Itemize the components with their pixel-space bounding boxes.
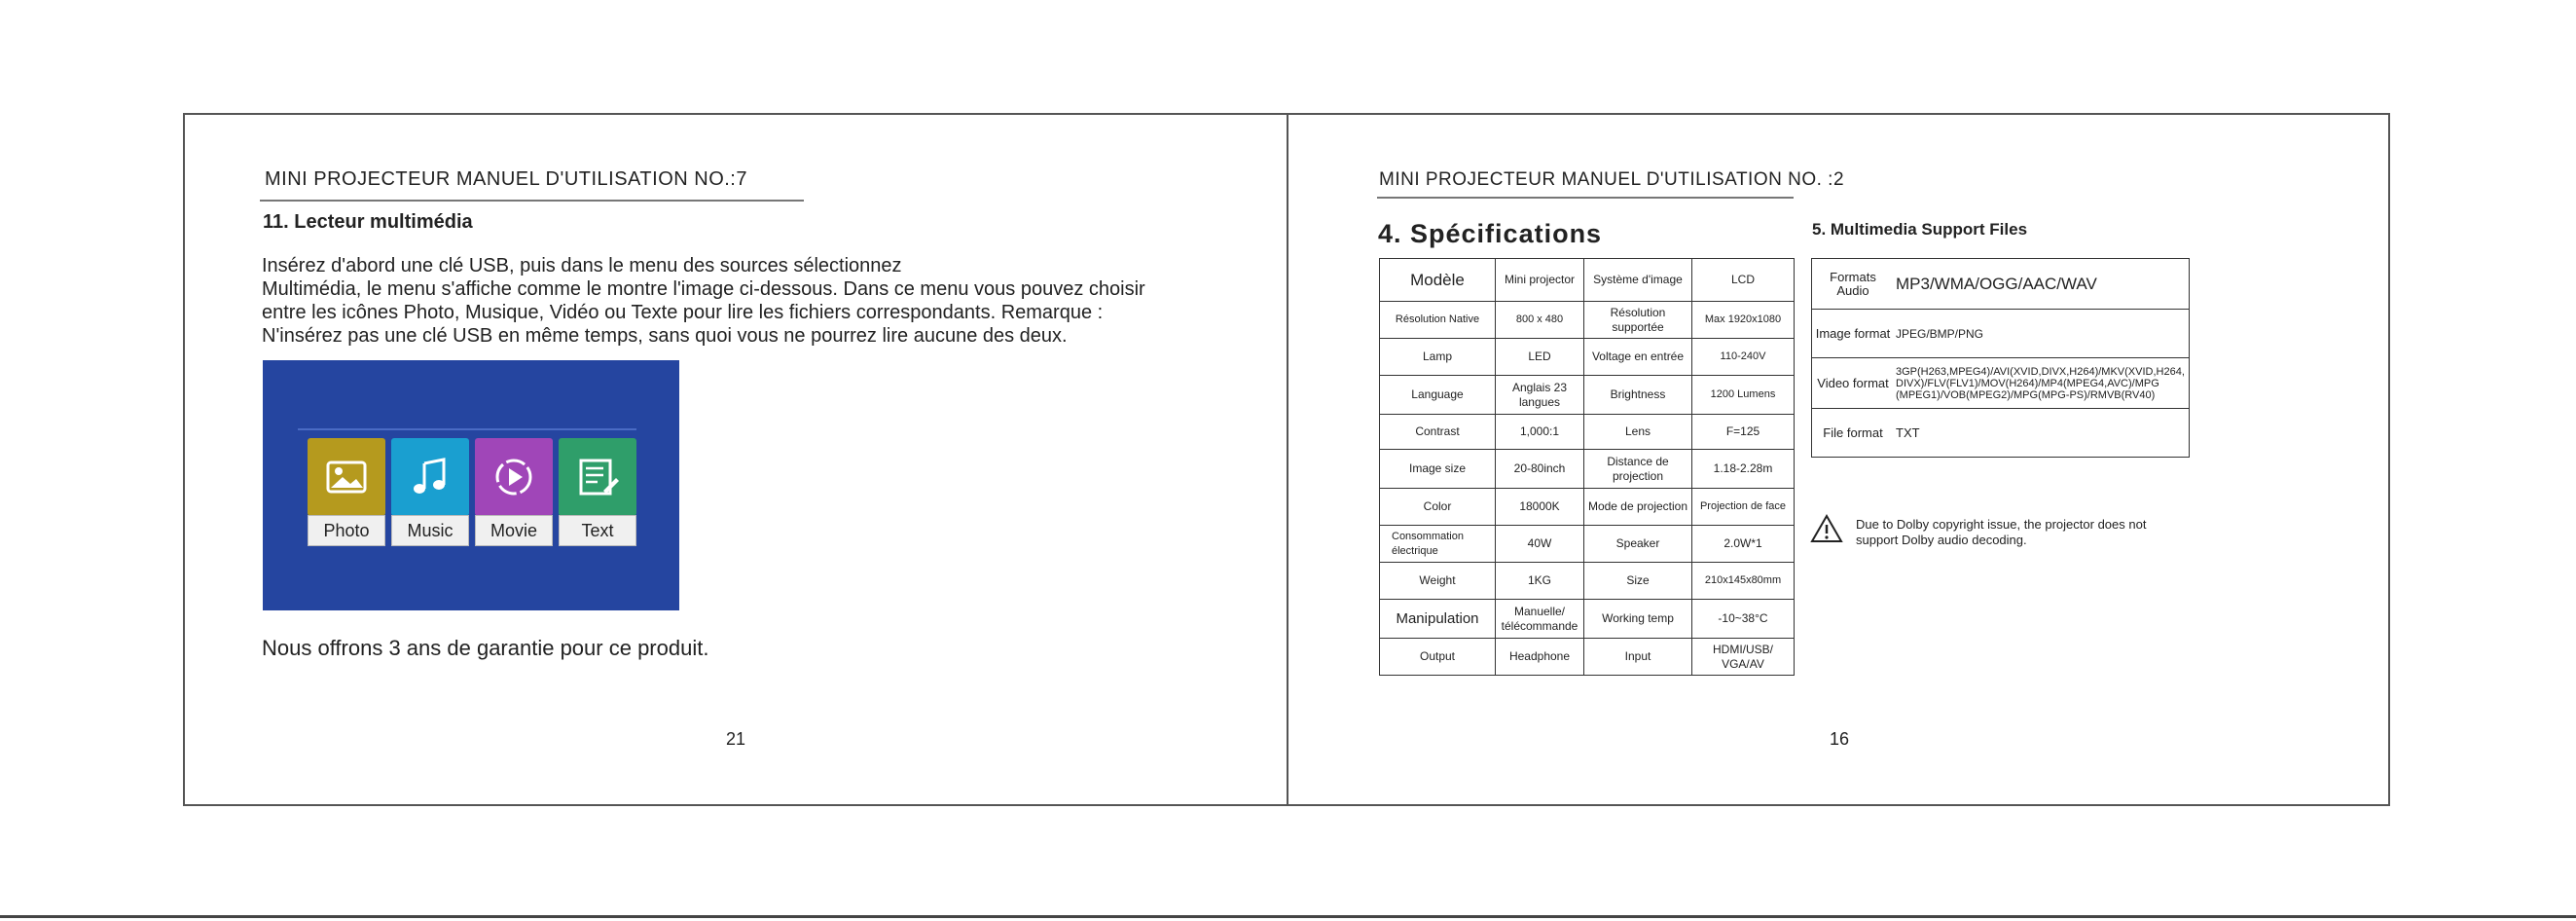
left-page-header: MINI PROJECTEUR MANUEL D'UTILISATION NO.:7 [265,168,747,190]
table-cell: Brightness [1584,376,1692,415]
table-cell: Video format [1812,358,1895,409]
page-divider [1287,113,1288,806]
table-cell: Image size [1380,450,1496,489]
table-row [1380,376,1795,415]
table-cell: Contrast [1380,415,1496,450]
table-cell: MP3/WMA/OGG/AAC/WAV [1894,259,2190,310]
table-row [1380,600,1795,639]
table-cell: LCD [1692,259,1795,302]
right-page-header: MINI PROJECTEUR MANUEL D'UTILISATION NO. :2 [1379,169,1845,190]
photo-button: Photo [308,515,385,546]
table-cell: Input [1584,639,1692,676]
music-tile [391,438,469,516]
table-cell: Système d'image [1584,259,1692,302]
paragraph-line: Multimédia, le menu s'affiche comme le montre l'image ci-dessous. Dans ce menu vous pouvez choisir [262,278,1145,300]
table-cell: 2.0W*1 [1692,526,1795,563]
table-row [1812,409,2190,458]
table-row [1380,450,1795,489]
table-cell: 1.18-2.28m [1692,450,1795,489]
table-cell: Lamp [1380,339,1496,376]
movie-tile [475,438,553,516]
menu-divider-line [298,428,636,430]
table-cell: Résolution supportée [1584,302,1692,339]
table-cell: Voltage en entrée [1584,339,1692,376]
table-cell: 210x145x80mm [1692,563,1795,600]
left-header-rule [260,200,804,202]
text-tile [559,438,636,516]
table-row [1380,639,1795,676]
paragraph-line: N'insérez pas une clé USB en même temps, sans quoi vous ne pourrez lire aucune des deux. [262,325,1068,347]
spec-title: 4. Spécifications [1378,219,1603,248]
table-row [1380,415,1795,450]
table-cell: Color [1380,489,1496,526]
table-cell: LED [1496,339,1584,376]
table-row [1380,302,1795,339]
warning-line: support Dolby audio decoding. [1856,533,2027,547]
table-row [1812,310,2190,358]
music-note-icon [407,454,454,500]
right-header-rule [1377,197,1794,199]
warning-triangle-icon [1810,513,1843,544]
table-cell: HDMI/USB/ VGA/AV [1692,639,1795,676]
table-cell: Lens [1584,415,1692,450]
table-cell: Size [1584,563,1692,600]
table-cell: Manuelle/ télécommande [1496,600,1584,639]
music-button: Music [391,515,469,546]
table-cell: Modèle [1380,259,1496,302]
table-cell: 3GP(H263,MPEG4)/AVI(XVID,DIVX,H264)/MKV(XVID,H264, DIVX)/FLV(FLV1)/MOV(H264)/MP4(MPEG4,AVC)/MPG (MPEG1)/VOB(MPEG2)/MPG(MPG-PS)/RMVB(RV40) [1894,358,2190,409]
table-cell: Output [1380,639,1496,676]
table-row [1812,259,2190,310]
paragraph-line: Insérez d'abord une clé USB, puis dans le menu des sources sélectionnez [262,255,902,276]
table-cell: Speaker [1584,526,1692,563]
table-row [1380,489,1795,526]
table-cell: Anglais 23 langues [1496,376,1584,415]
table-cell: Manipulation [1380,600,1496,639]
section-title: 11. Lecteur multimédia [263,211,473,233]
table-cell: TXT [1894,409,2190,458]
left-page-number: 21 [726,729,746,749]
text-button: Text [559,515,636,546]
bottom-rule [0,915,2576,918]
table-cell: 1200 Lumens [1692,376,1795,415]
dolby-warning [1856,517,2146,548]
table-cell: Projection de face [1692,489,1795,526]
table-cell: 110-240V [1692,339,1795,376]
table-cell: 18000K [1496,489,1584,526]
movie-button: Movie [475,515,553,546]
format-title: 5. Multimedia Support Files [1812,220,2028,239]
warning-line: Due to Dolby copyright issue, the projector does not [1856,517,2147,532]
table-cell: Mini projector [1496,259,1584,302]
photo-icon [323,454,370,500]
table-cell: -10~38°C [1692,600,1795,639]
table-cell: JPEG/BMP/PNG [1894,310,2190,358]
table-cell: 20-80inch [1496,450,1584,489]
table-cell: Distance de projection [1584,450,1692,489]
table-cell: F=125 [1692,415,1795,450]
table-row [1380,259,1795,302]
right-page-number: 16 [1830,729,1850,749]
table-row [1380,563,1795,600]
instructions-paragraph [262,254,1235,348]
table-cell: Consommation électrique [1380,526,1496,563]
table-row [1812,358,2190,409]
photo-tile [308,438,385,516]
document-edit-icon [574,454,621,500]
table-cell: 1,000:1 [1496,415,1584,450]
table-cell: Weight [1380,563,1496,600]
table-cell: Max 1920x1080 [1692,302,1795,339]
format-table [1811,258,2190,458]
table-row [1380,526,1795,563]
table-cell: 800 x 480 [1496,302,1584,339]
table-cell: 1KG [1496,563,1584,600]
multimedia-menu-screenshot [263,360,679,610]
table-cell: Formats Audio [1812,259,1895,310]
table-cell: Résolution Native [1380,302,1496,339]
table-cell: Mode de projection [1584,489,1692,526]
table-row [1380,339,1795,376]
table-cell: Image format [1812,310,1895,358]
table-cell: File format [1812,409,1895,458]
table-cell: Headphone [1496,639,1584,676]
table-cell: Language [1380,376,1496,415]
play-circle-icon [490,454,537,500]
warranty-note: Nous offrons 3 ans de garantie pour ce produit. [262,636,709,660]
spec-table [1379,258,1795,676]
table-cell: 40W [1496,526,1584,563]
paragraph-line: entre les icônes Photo, Musique, Vidéo ou Texte pour lire les fichiers correspondants. Remarque : [262,302,1104,323]
table-cell: Working temp [1584,600,1692,639]
